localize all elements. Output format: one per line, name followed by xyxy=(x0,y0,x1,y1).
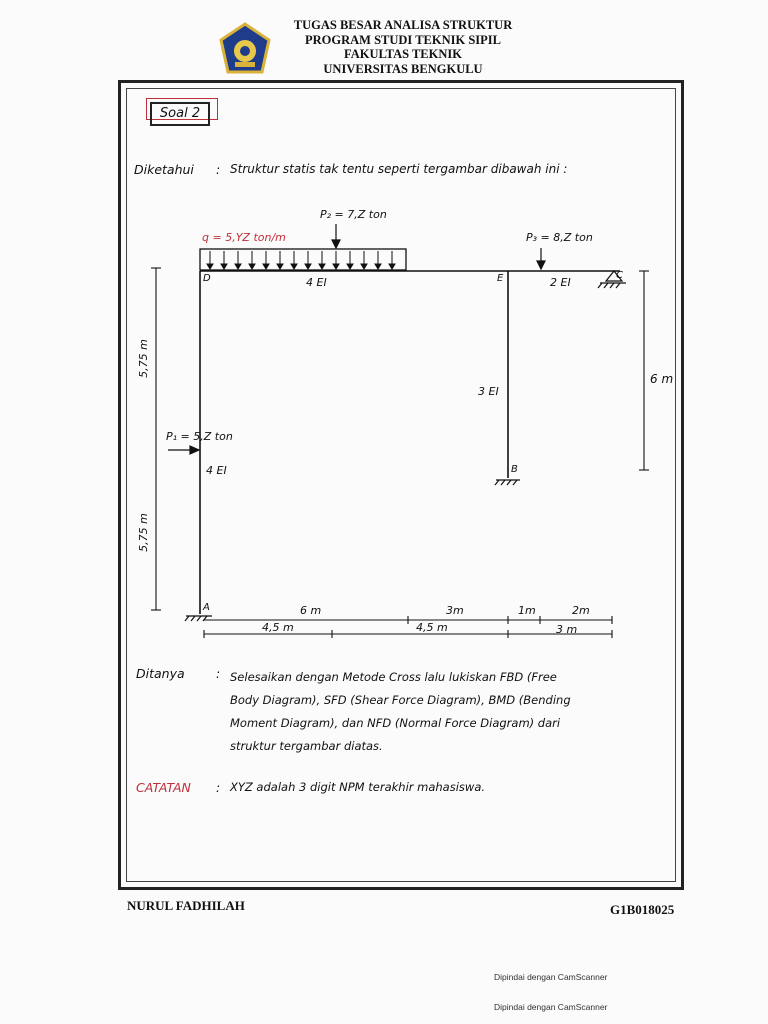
dim-top-3m-label: 3m xyxy=(446,604,464,617)
ditanya-colon: : xyxy=(216,666,221,681)
dim-upper-left-label: 5,75 m xyxy=(136,339,150,378)
diketahui-text: Struktur statis tak tentu seperti tergambar dibawah ini : xyxy=(230,162,568,176)
header-line-3: FAKULTAS TEKNIK xyxy=(344,47,462,61)
right-dimension-line xyxy=(639,271,649,470)
ditanya-line-4: struktur tergambar diatas. xyxy=(230,739,383,753)
diketahui-label: Diketahui xyxy=(134,162,194,177)
p1-label: P₁ = 5,Z ton xyxy=(166,430,233,443)
node-c-label: C xyxy=(616,270,623,281)
ditanya-line-2: Body Diagram), SFD (Shear Force Diagram), BMD (Bending xyxy=(230,693,571,707)
dim-top-1m-label: 1m xyxy=(518,604,536,617)
ditanya-label: Ditanya xyxy=(136,666,185,681)
p2-label: P₂ = 7,Z ton xyxy=(320,208,387,221)
node-e-label: E xyxy=(497,273,504,284)
student-name: NURUL FADHILAH xyxy=(127,898,245,913)
header-line-1: TUGAS BESAR ANALISA STRUKTUR xyxy=(293,18,513,32)
node-b-label: B xyxy=(511,464,518,475)
soal-label: Soal 2 xyxy=(150,102,210,126)
dim-bot-3m-label: 3 m xyxy=(556,623,578,636)
ditanya-text xyxy=(230,666,571,758)
diketahui-colon: : xyxy=(216,162,221,177)
scanner-watermark-2: Dipindai dengan CamScanner xyxy=(494,1002,608,1012)
p2-arrow xyxy=(332,224,340,248)
ditanya-line-3: Moment Diagram), dan NFD (Normal Force Diagram) dari xyxy=(230,716,561,730)
dim-bot-45a-label: 4,5 m xyxy=(262,621,294,634)
distributed-load-arrows xyxy=(207,251,395,269)
node-a-label: A xyxy=(203,602,210,613)
beam-ec-stiffness: 2 EI xyxy=(550,276,571,289)
catatan-colon: : xyxy=(216,780,221,795)
header-line-4: UNIVERSITAS BENGKULU xyxy=(323,61,483,76)
beam-de-stiffness: 4 EI xyxy=(306,276,327,289)
support-b-icon xyxy=(495,480,520,485)
p3-arrow xyxy=(537,248,545,269)
catatan-text: XYZ adalah 3 digit NPM terakhir mahasiswa. xyxy=(230,780,486,794)
left-dimension-line xyxy=(151,268,161,610)
dim-lower-left-label: 5,75 m xyxy=(136,513,150,552)
dim-bot-45b-label: 4,5 m xyxy=(416,621,448,634)
distributed-load-box xyxy=(200,249,406,270)
student-npm: G1B018025 xyxy=(610,902,675,917)
scanner-watermark-1: Dipindai dengan CamScanner xyxy=(494,972,608,982)
column-ad-stiffness: 4 EI xyxy=(206,464,227,477)
p1-arrow xyxy=(168,446,199,454)
dim-top-2m-label: 2m xyxy=(572,604,590,617)
header-line-2: PROGRAM STUDI TEKNIK SIPIL xyxy=(305,32,501,47)
node-d-label: D xyxy=(203,273,211,284)
dim-right-label: 6 m xyxy=(650,372,674,386)
column-eb-stiffness: 3 EI xyxy=(478,385,499,398)
q-load-label: q = 5,YZ ton/m xyxy=(202,231,286,244)
dim-top-6m-label: 6 m xyxy=(300,604,322,617)
ditanya-line-1: Selesaikan dengan Metode Cross lalu lukiskan FBD (Free xyxy=(230,670,557,684)
catatan-label: CATATAN xyxy=(136,780,191,795)
p3-label: P₃ = 8,Z ton xyxy=(526,231,593,244)
